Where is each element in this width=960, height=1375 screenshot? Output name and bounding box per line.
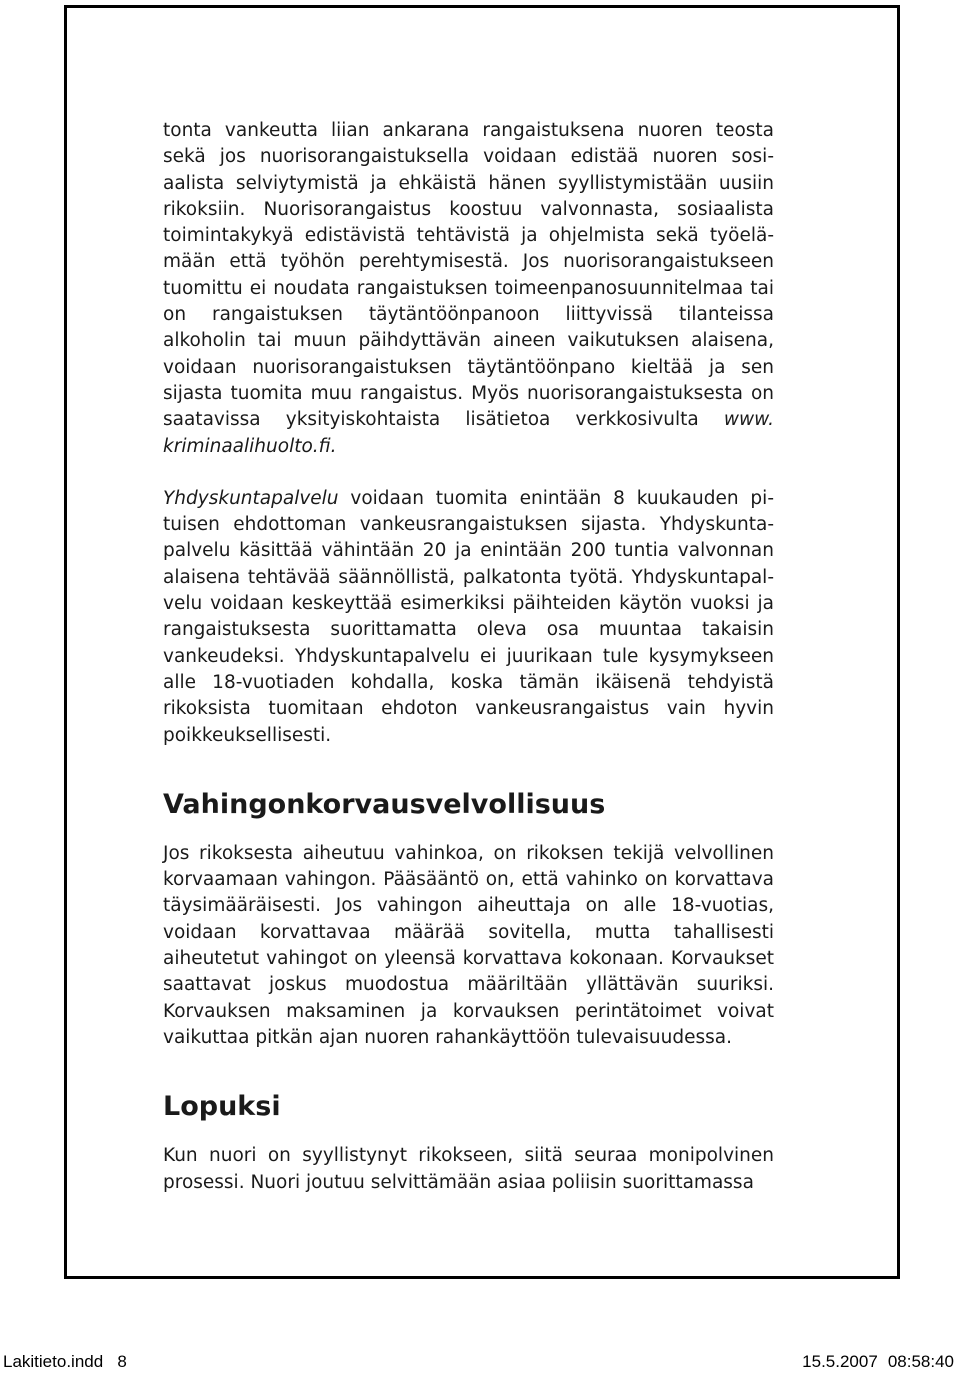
paragraph-vahingonkorvaus: Jos rikoksesta aiheutuu vahinkoa, on rikoksen tekijä velvollinen korvaamaan vahingon. Pääsääntö on, että vahinko on korvattava täysimääräisesti. Jos vahingon aiheuttaja on alle 18-vuotias, voidaan korvattavaa määrää sovitella, mutta tahallisesti aiheutetut vahingot on yleensä korvattava kokonaan. Korvaukset saattavat joskus muodostua määriltään yllättävän suuriksi. Korvauksen maksaminen ja korvauksen perintätoimet voivat vaikuttaa pitkän ajan nuoren rahankäyttöön tulevaisuudessa.: [163, 842, 774, 1048]
footer-time: 08:58:40: [887, 1352, 954, 1371]
paragraph-yhdyskuntapalvelu: [163, 486, 774, 749]
paragraph-lopuksi: Kun nuori on syyllistynyt rikokseen, siitä seuraa monipolvinen prosessi. Nuori joutuu selvittämään asiaa poliisin suorittamassa: [163, 1145, 774, 1193]
paragraph-text: tonta vankeutta liian ankarana rangaistuksena nuoren teosta sekä jos nuorisorangaistuksella voidaan edistää nuoren sosiaalista selviytymistä ja ehkäistä hänen syyllistymistään uusiin rikoksiin. Nuorisorangaistus koostuu valvonnasta, sosiaalista toimintakykyä edistävistä tehtävistä ja ohjelmista sekä työelämään että työhön perehtymisestä. Jos nuorisorangaistukseen tuomittu ei noudata rangaistuksen toimeenpanosuunnitelmaa tai on rangaistuksen täytäntöönpanoon liittyvissä tilanteissa alkoholin tai muun päihdyttävän aineen vaikutuksen alaisena, voidaan nuorisorangaistuksen täytäntöönpano kieltää ja sen sijasta tuomita muu rangaistus. Myös nuorisorangaistuksesta on saatavissa yksityiskohtaista lisätietoa verkkosivulta: [163, 120, 774, 431]
page-content: [163, 118, 774, 1196]
paragraph-text: voidaan tuomita enintään 8 kuukauden pituisen ehdottoman vankeusrangaistuksen sijasta. Yhdyskuntapalvelu käsittää vähintään 20 ja enintään 200 tuntia valvonnan alaisena tehtävää säännöllistä, palkatonta työtä. Yhdyskuntapalvelu voidaan keskeyttää esimerkiksi päihteiden käytön vuoksi ja rangaistuksesta suorittamatta oleva osa muuntaa takaisin vankeudeksi. Yhdyskuntapalvelu ei juurikaan tule kysymykseen alle 18-vuotiaden kohdalla, koska tämän ikäisenä tehdyistä rikoksista tuomitaan ehdoton vankeusrangaistus vain hyvin poikkeuksellisesti.: [163, 487, 774, 746]
footer-filename: Lakitieto.indd 8: [3, 1352, 127, 1371]
footer-timestamp: [802, 1352, 954, 1372]
heading-lopuksi: Lopuksi: [163, 1091, 281, 1123]
paragraph-nuorisorangaistus: [163, 118, 774, 460]
footer-date: 15.5.2007: [802, 1352, 878, 1371]
heading-vahingonkorvausvelvollisuus: Vahingonkorvausvelvollisuus: [163, 788, 606, 820]
website-link[interactable]: www.​kriminaalihuolto.fi.: [163, 409, 774, 457]
term-yhdyskuntapalvelu: Yhdyskuntapalvelu: [163, 487, 339, 509]
